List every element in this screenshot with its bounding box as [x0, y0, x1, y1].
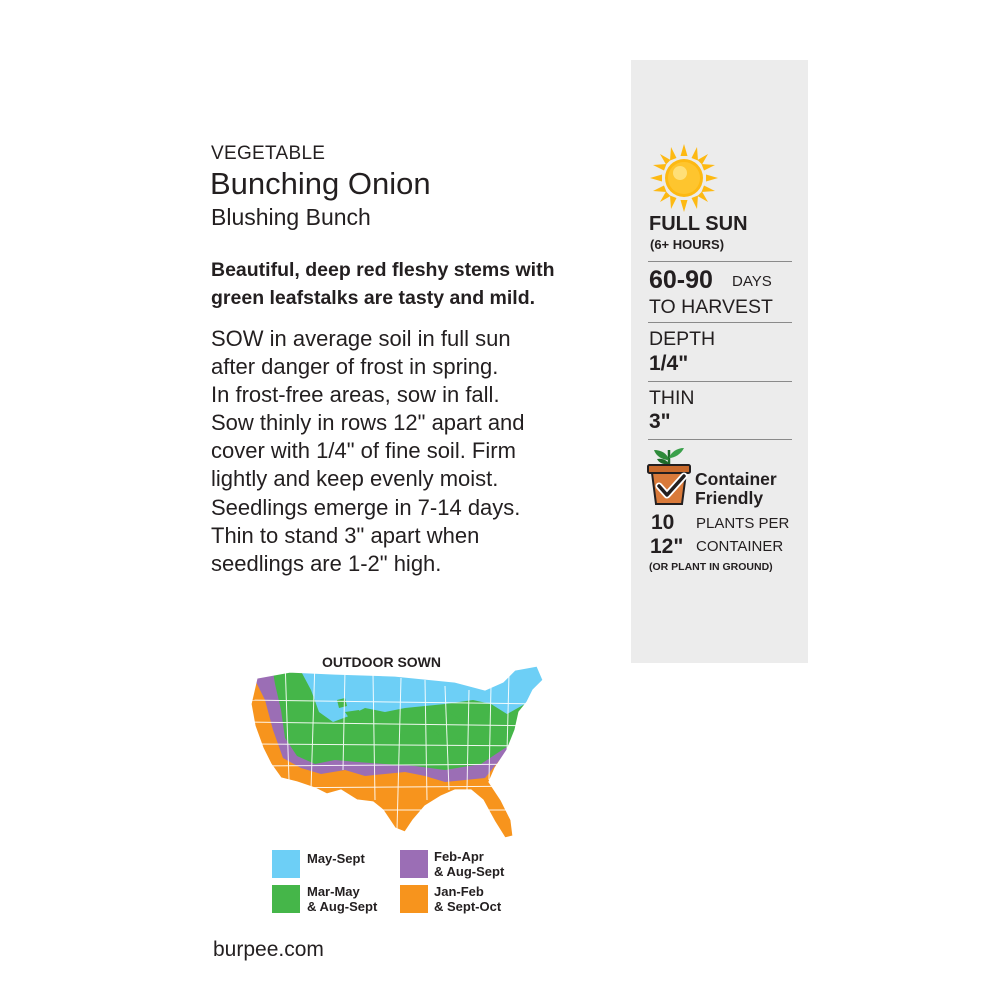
- container-size: 12": [650, 535, 684, 558]
- legend-swatch-mar-may: [272, 885, 300, 913]
- directions-line: seedlings are 1-2" high.: [211, 550, 442, 576]
- sun-requirement: FULL SUN: [649, 213, 748, 235]
- directions-line: lightly and keep evenly moist.: [211, 466, 499, 492]
- website-link[interactable]: burpee.com: [213, 938, 324, 961]
- map-title: OUTDOOR SOWN: [322, 654, 441, 670]
- directions-line: SOW in average soil in full sun: [211, 326, 511, 351]
- product-category: VEGETABLE: [211, 143, 326, 164]
- usa-planting-zone-map: [245, 660, 545, 845]
- container-label: CONTAINER: [696, 538, 784, 555]
- variety-name: Blushing Bunch: [211, 204, 371, 230]
- sun-icon: [648, 142, 720, 214]
- plants-per-label: PLANTS PER: [696, 515, 790, 532]
- thin-value: 3": [649, 410, 671, 433]
- legend-swatch-may-sept: [272, 850, 300, 878]
- sowing-directions: [211, 325, 611, 578]
- legend-swatch-jan-feb: [400, 885, 428, 913]
- divider: [648, 322, 792, 323]
- divider: [648, 439, 792, 440]
- container-note: (OR PLANT IN GROUND): [649, 561, 773, 573]
- legend-label-mar-may: Mar-May & Aug-Sept: [307, 884, 378, 914]
- headline-line: green leafstalks are tasty and mild.: [211, 287, 536, 309]
- container-friendly-line2: Friendly: [695, 488, 764, 508]
- directions-line: Thin to stand 3" apart when: [211, 522, 480, 548]
- directions-line: Seedlings emerge in 7-14 days.: [211, 494, 521, 520]
- directions-line: In frost-free areas, sow in fall.: [211, 382, 500, 408]
- headline-line: Beautiful, deep red fleshy stems with: [211, 259, 555, 281]
- product-name: Bunching Onion: [210, 166, 431, 201]
- depth-label: DEPTH: [649, 328, 716, 350]
- days-unit: DAYS: [732, 273, 772, 290]
- plants-per-container-value: 10: [651, 511, 675, 534]
- directions-line: Sow thinly in rows 12" apart and: [211, 410, 525, 436]
- directions-line: cover with 1/4" of fine soil. Firm: [211, 438, 516, 464]
- headline-description: [211, 256, 621, 312]
- legend-label-feb-apr: Feb-Apr & Aug-Sept: [434, 849, 505, 879]
- potted-plant-check-icon: [644, 446, 694, 508]
- thin-label: THIN: [649, 387, 695, 409]
- legend-label-may-sept: May-Sept: [307, 851, 365, 866]
- legend-swatch-feb-apr: [400, 850, 428, 878]
- directions-line: after danger of frost in spring.: [211, 354, 499, 380]
- legend-label-jan-feb: Jan-Feb & Sept-Oct: [434, 884, 502, 914]
- depth-value: 1/4": [649, 352, 689, 375]
- divider: [648, 261, 792, 262]
- sun-hours: (6+ HOURS): [650, 237, 725, 252]
- days-to-harvest-value: 60-90: [649, 266, 713, 294]
- days-to-harvest-label: TO HARVEST: [649, 296, 773, 318]
- divider: [648, 381, 792, 382]
- container-friendly-line1: Container: [695, 469, 777, 489]
